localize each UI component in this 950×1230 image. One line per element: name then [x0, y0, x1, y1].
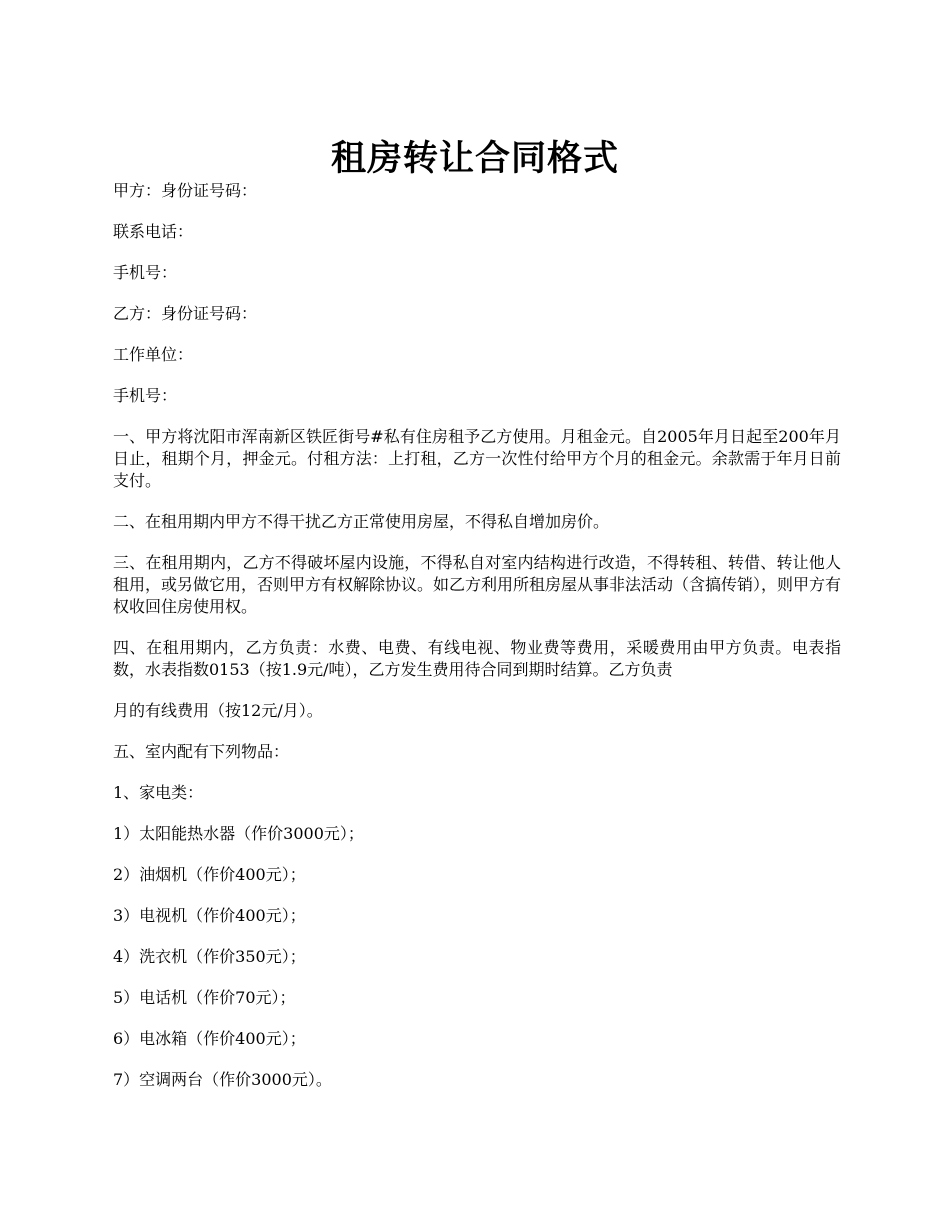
party-b-id: 乙方：身份证号码： [113, 304, 258, 323]
clause-4: 四、在租用期内，乙方负责：水费、电费、有线电视、物业费等费用，采暖费用由甲方负责。电表指数，水表指数0153（按1.9元/吨），乙方发生费用待合同到期时结算。乙方负责 [113, 638, 841, 679]
clause-1: 一、甲方将沈阳市浑南新区铁匠街号#私有住房租予乙方使用。月租金元。自2005年月日起至200年月日止，租期个月，押金元。付租方法：上打租，乙方一次性付给甲方个月的租金元。余款需于年月日前支付。 [113, 427, 841, 490]
clause-2: 二、在租用期内甲方不得干扰乙方正常使用房屋，不得私自增加房价。 [113, 512, 610, 531]
clause-4-continued: 月的有线费用（按12元/月）。 [113, 701, 323, 720]
clause-3: 三、在租用期内，乙方不得破坏屋内设施，不得私自对室内结构进行改造，不得转租、转借、转让他人租用，或另做它用，否则甲方有权解除协议。如乙方利用所租房屋从事非法活动（含搞传销），则甲方有权收回住房使用权。 [113, 553, 842, 616]
list-item: 5）电话机（作价70元）； [113, 988, 296, 1007]
party-a-mobile: 手机号： [113, 263, 178, 282]
list-item: 7）空调两台（作价3000元）。 [113, 1070, 332, 1089]
party-b-employer: 工作单位： [113, 345, 194, 364]
list-heading-appliances: 1、家电类： [113, 783, 204, 802]
party-a-phone: 联系电话： [113, 222, 194, 241]
list-item: 6）电冰箱（作价400元）； [113, 1029, 306, 1048]
list-item: 4）洗衣机（作价350元）； [113, 947, 306, 966]
list-item: 1）太阳能热水器（作价3000元）； [113, 824, 364, 843]
document-body [113, 180, 841, 1110]
list-item: 3）电视机（作价400元）； [113, 906, 306, 925]
list-item: 2）油烟机（作价400元）； [113, 865, 306, 884]
party-a-id: 甲方：身份证号码： [113, 181, 258, 200]
document-title: 租房转让合同格式 [330, 138, 619, 180]
party-b-mobile: 手机号： [113, 386, 178, 405]
clause-5: 五、室内配有下列物品： [113, 742, 290, 761]
